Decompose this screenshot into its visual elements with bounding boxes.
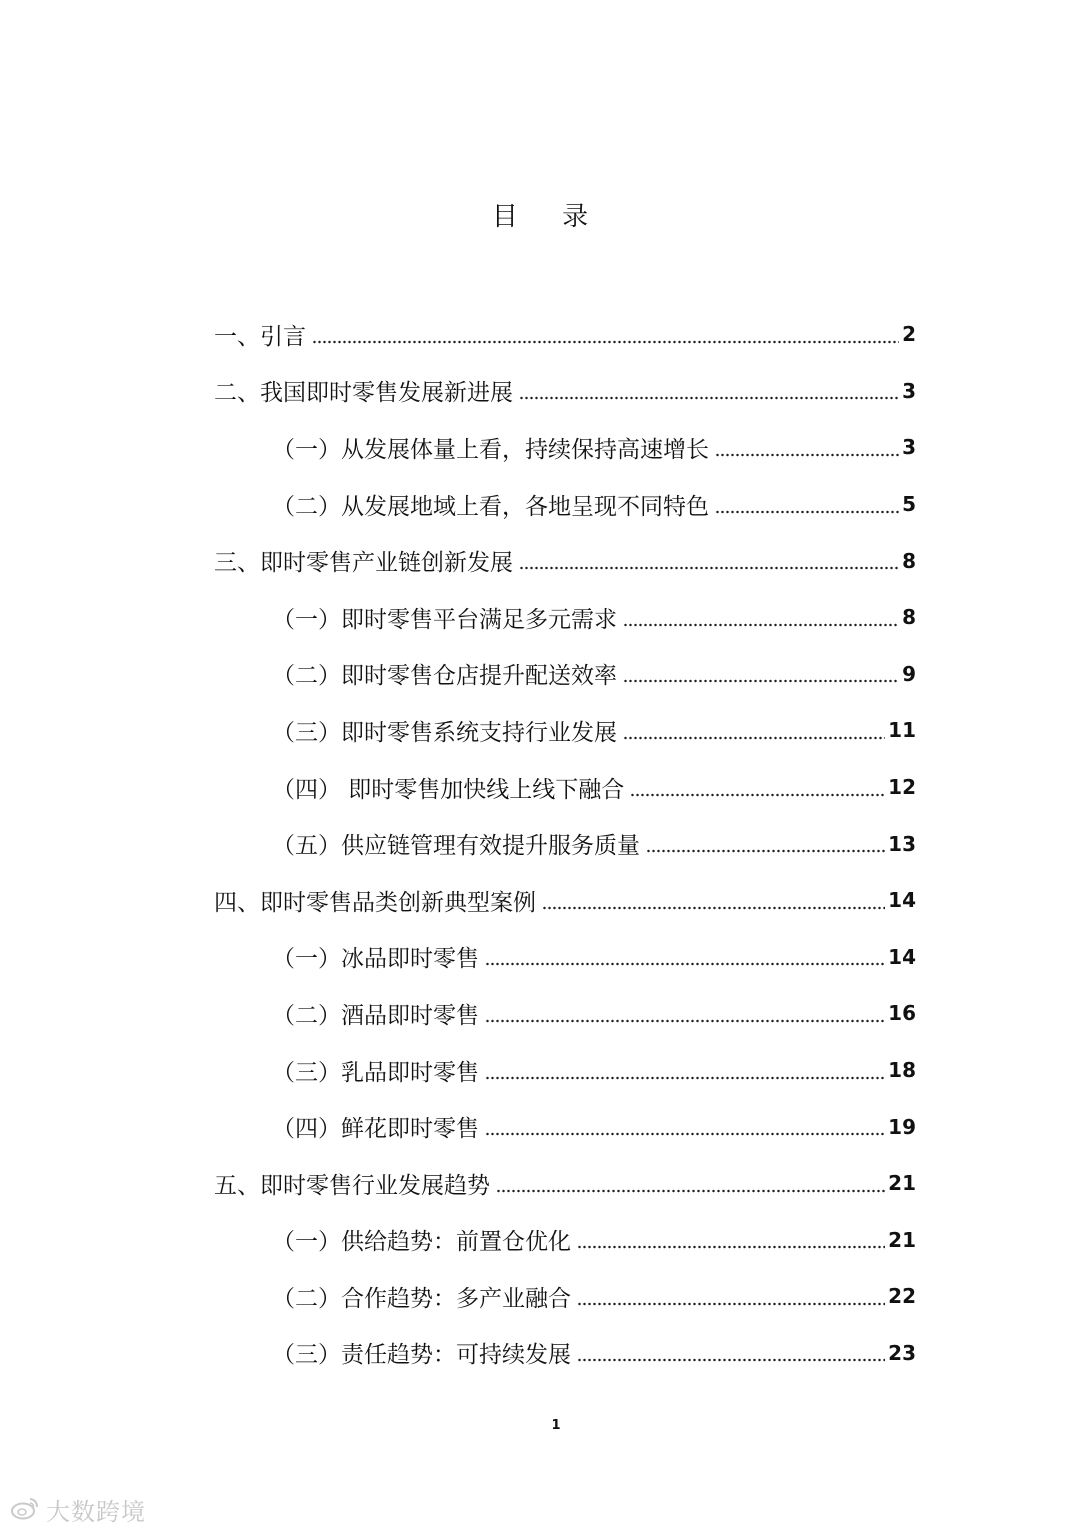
toc-entry-page: 8 [902, 548, 916, 573]
toc-leader-dots [623, 606, 899, 629]
toc-entry-page: 22 [888, 1284, 916, 1309]
toc-leader-dots [312, 323, 899, 346]
toc-entry-label: （二）酒品即时零售 [272, 1002, 479, 1029]
toc-entry-label: 四、即时零售品类创新典型案例 [214, 889, 536, 916]
toc-entry-label: （三）责任趋势：可持续发展 [272, 1342, 571, 1369]
toc-leader-dots [542, 889, 885, 912]
toc-entry[interactable] [214, 1268, 916, 1325]
toc-leader-dots [715, 436, 899, 459]
toc-leader-dots [485, 1059, 885, 1082]
toc-leader-dots [485, 945, 885, 968]
toc-leader-dots [519, 549, 899, 572]
toc-entry[interactable] [214, 1098, 916, 1155]
toc-entry[interactable] [214, 1212, 916, 1269]
toc-entry-label: （一）供给趋势：前置仓优化 [272, 1229, 571, 1256]
toc-entry-page: 3 [902, 378, 916, 403]
toc-entry[interactable] [214, 815, 916, 872]
toc-entry-page: 5 [902, 492, 916, 517]
toc-entry-label: （四）鲜花即时零售 [272, 1116, 479, 1143]
toc-entry-label: （三）乳品即时零售 [272, 1059, 479, 1086]
toc-entry-page: 2 [902, 322, 916, 347]
table-of-contents [214, 306, 916, 1381]
toc-entry[interactable] [214, 532, 916, 589]
toc-entry[interactable] [214, 476, 916, 533]
toc-entry-page: 21 [888, 1227, 916, 1252]
toc-entry[interactable] [214, 1325, 916, 1382]
toc-leader-dots [715, 493, 899, 516]
toc-entry[interactable] [214, 1155, 916, 1212]
toc-leader-dots [496, 1172, 885, 1195]
toc-leader-dots [577, 1228, 885, 1251]
page-number: 1 [551, 1418, 561, 1433]
toc-entry-label: （一）从发展体量上看，持续保持高速增长 [272, 436, 709, 463]
toc-entry[interactable] [214, 1042, 916, 1099]
weibo-logo-icon [10, 1495, 40, 1525]
toc-entry-label: 一、引言 [214, 323, 306, 350]
toc-entry[interactable] [214, 872, 916, 929]
toc-entry-page: 23 [888, 1340, 916, 1365]
toc-entry-page: 14 [888, 888, 916, 913]
toc-entry-label: （二）从发展地域上看，各地呈现不同特色 [272, 493, 709, 520]
toc-entry[interactable] [214, 759, 916, 816]
toc-leader-dots [519, 379, 899, 402]
toc-entry[interactable] [214, 985, 916, 1042]
toc-entry[interactable] [214, 306, 916, 363]
toc-leader-dots [623, 719, 885, 742]
toc-leader-dots [630, 776, 885, 799]
toc-entry-label: （一）即时零售平台满足多元需求 [272, 606, 617, 633]
toc-entry[interactable] [214, 589, 916, 646]
toc-entry[interactable] [214, 646, 916, 703]
toc-entry-page: 16 [888, 1001, 916, 1026]
page-title: 目 录 [491, 202, 607, 232]
toc-leader-dots [623, 662, 899, 685]
toc-entry-page: 13 [888, 831, 916, 856]
toc-entry-label: （五）供应链管理有效提升服务质量 [272, 833, 640, 860]
toc-entry-label: （一）冰品即时零售 [272, 946, 479, 973]
toc-entry-page: 14 [888, 944, 916, 969]
toc-entry[interactable] [214, 363, 916, 420]
toc-leader-dots [577, 1341, 885, 1364]
toc-entry-page: 18 [888, 1058, 916, 1083]
toc-entry[interactable] [214, 702, 916, 759]
toc-entry[interactable] [214, 929, 916, 986]
toc-entry[interactable] [214, 419, 916, 476]
toc-entry-label: （二）合作趋势：多产业融合 [272, 1285, 571, 1312]
toc-leader-dots [577, 1285, 885, 1308]
toc-entry-label: （三）即时零售系统支持行业发展 [272, 719, 617, 746]
toc-entry-page: 19 [888, 1114, 916, 1139]
toc-entry-label: 二、我国即时零售发展新进展 [214, 380, 513, 407]
toc-entry-page: 9 [902, 661, 916, 686]
toc-leader-dots [485, 1115, 885, 1138]
toc-entry-page: 3 [902, 435, 916, 460]
watermark [10, 1492, 146, 1527]
toc-entry-page: 12 [888, 775, 916, 800]
toc-leader-dots [646, 832, 885, 855]
toc-leader-dots [485, 1002, 885, 1025]
toc-entry-label: 五、即时零售行业发展趋势 [214, 1172, 490, 1199]
toc-entry-label: 三、即时零售产业链创新发展 [214, 550, 513, 577]
toc-entry-label: （二）即时零售仓店提升配送效率 [272, 663, 617, 690]
toc-entry-page: 8 [902, 605, 916, 630]
toc-entry-page: 11 [888, 718, 916, 743]
toc-entry-page: 21 [888, 1171, 916, 1196]
toc-entry-label: （四） 即时零售加快线上线下融合 [272, 776, 625, 803]
watermark-text: 大数跨境 [46, 1498, 146, 1526]
